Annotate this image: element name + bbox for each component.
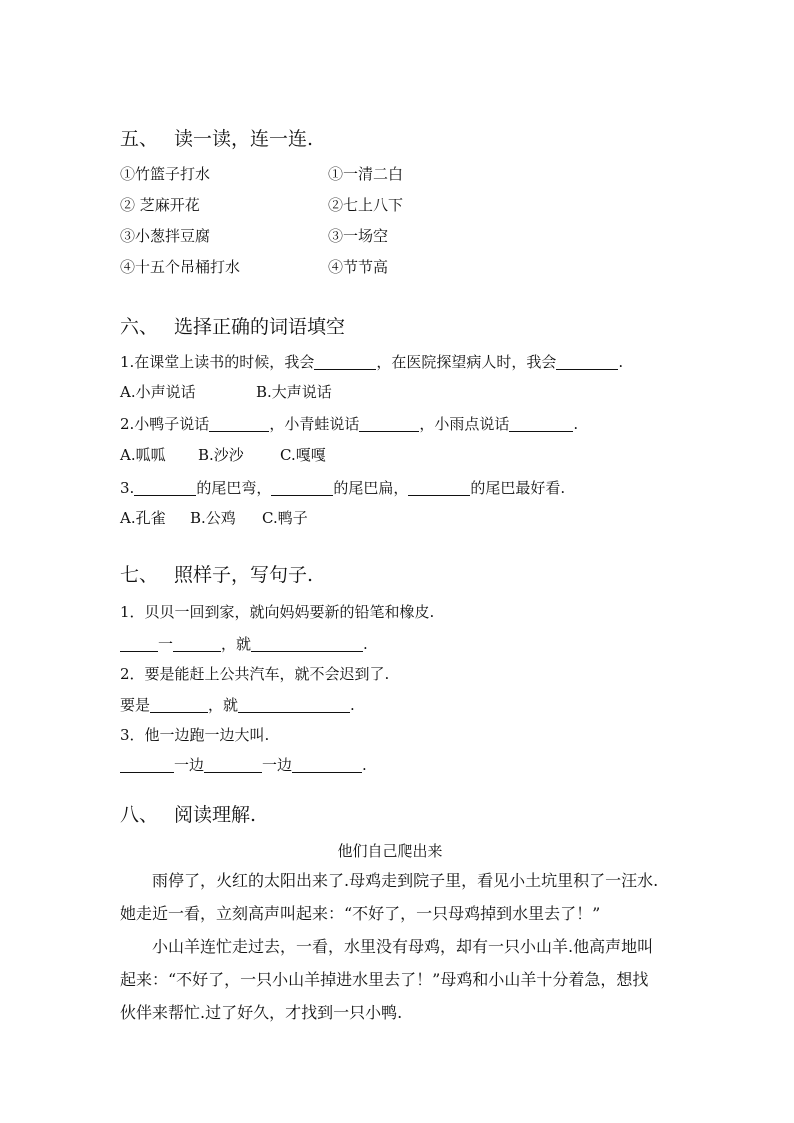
answer-blank[interactable]: [120, 636, 158, 652]
answer-blank[interactable]: [209, 416, 269, 432]
answer-connector: ，就: [221, 635, 252, 653]
option-a: A.孔雀: [120, 509, 166, 527]
question-6-1: [120, 354, 623, 370]
section-8-title: 阅读理解.: [174, 804, 257, 826]
match-right-item: ③一场空: [328, 227, 389, 245]
question-text: 2.小鸭子说话: [120, 415, 210, 433]
answer-connector: .: [350, 696, 355, 714]
story-paragraph-1: 雨停了，火红的太阳出来了.母鸡走到院子里，看见小土坑里积了一汪水.她走近一看，立刻高声叫起来：“不好了，一只母鸡掉到水里去了！”: [120, 871, 659, 923]
answer-blank[interactable]: [408, 480, 470, 496]
answer-line-2: [120, 697, 355, 713]
answer-connector: .: [363, 635, 368, 653]
section-8-heading: [120, 806, 256, 825]
question-text: ，小青蛙说话: [269, 415, 360, 433]
match-left-item: ①竹篮子打水: [120, 165, 211, 183]
option-b: B.大声说话: [256, 383, 332, 401]
match-right-item: ④节节高: [328, 258, 389, 276]
option-c: C.鸭子: [262, 509, 308, 527]
section-8-number: 八、: [120, 804, 159, 826]
answer-connector: .: [362, 756, 367, 774]
answer-blank[interactable]: [173, 636, 221, 652]
answer-connector: 要是: [120, 696, 151, 714]
match-right-item: ①一清二白: [328, 165, 404, 183]
question-text: 的尾巴弯，: [196, 479, 272, 497]
example-sentence-2: 2．要是能赶上公共汽车，就不会迟到了.: [120, 665, 390, 683]
match-left-item: ④十五个吊桶打水: [120, 258, 241, 276]
question-text: 的尾巴扁，: [333, 479, 409, 497]
answer-connector: 一边: [262, 756, 293, 774]
example-sentence-1: 1．贝贝一回到家，就向妈妈要新的铅笔和橡皮.: [120, 603, 435, 621]
answer-connector: 一边: [174, 756, 205, 774]
answer-connector: ，就: [208, 696, 239, 714]
answer-blank[interactable]: [292, 757, 362, 773]
option-a: A.小声说话: [120, 383, 196, 401]
option-b: B.沙沙: [198, 446, 244, 464]
option-a: A.呱呱: [120, 446, 166, 464]
match-right-item: ②七上八下: [328, 196, 404, 214]
section-7-title: 照样子，写句子.: [174, 564, 314, 586]
section-5-heading: [120, 130, 313, 149]
story-title: 他们自己爬出来: [337, 842, 443, 860]
section-7-heading: [120, 566, 313, 585]
answer-blank[interactable]: [314, 354, 376, 370]
answer-blank[interactable]: [204, 757, 262, 773]
section-6-number: 六、: [120, 316, 159, 338]
answer-line-3: [120, 757, 367, 773]
answer-blank[interactable]: [271, 480, 333, 496]
question-text: 1.在课堂上读书的时候，我会: [120, 353, 315, 371]
example-sentence-3: 3．他一边跑一边大叫.: [120, 726, 270, 744]
option-b: B.公鸡: [190, 509, 236, 527]
answer-blank[interactable]: [120, 757, 174, 773]
question-text: .: [573, 415, 579, 433]
question-text: ，小雨点说话: [419, 415, 510, 433]
question-text: .: [618, 353, 624, 371]
answer-blank[interactable]: [238, 697, 350, 713]
answer-blank[interactable]: [251, 636, 363, 652]
section-7-number: 七、: [120, 564, 159, 586]
question-text: 3.: [120, 479, 135, 497]
match-left-item: ② 芝麻开花: [120, 196, 200, 214]
question-6-2: [120, 416, 578, 432]
question-6-3: [120, 480, 565, 496]
story-paragraph-2: 小山羊连忙走过去，一看，水里没有母鸡，却有一只小山羊.他高声地叫起来：“不好了，一只小山羊掉进水里去了！”母鸡和小山羊十分着急，想找伙伴来帮忙.过了好久，才找到一只小鸭.: [120, 937, 654, 1022]
question-text: ，在医院探望病人时，我会: [376, 353, 557, 371]
section-6-heading: [120, 318, 345, 337]
answer-blank[interactable]: [150, 697, 208, 713]
answer-line-1: [120, 636, 368, 652]
section-5-number: 五、: [120, 128, 159, 150]
question-text: 的尾巴最好看.: [470, 479, 566, 497]
answer-connector: 一: [158, 635, 174, 653]
section-5-title: 读一读，连一连.: [174, 128, 314, 150]
answer-blank[interactable]: [509, 416, 573, 432]
section-6-title: 选择正确的词语填空: [174, 316, 346, 338]
answer-blank[interactable]: [556, 354, 618, 370]
match-left-item: ③小葱拌豆腐: [120, 227, 211, 245]
answer-blank[interactable]: [134, 480, 196, 496]
answer-blank[interactable]: [359, 416, 419, 432]
option-c: C.嘎嘎: [280, 446, 326, 464]
